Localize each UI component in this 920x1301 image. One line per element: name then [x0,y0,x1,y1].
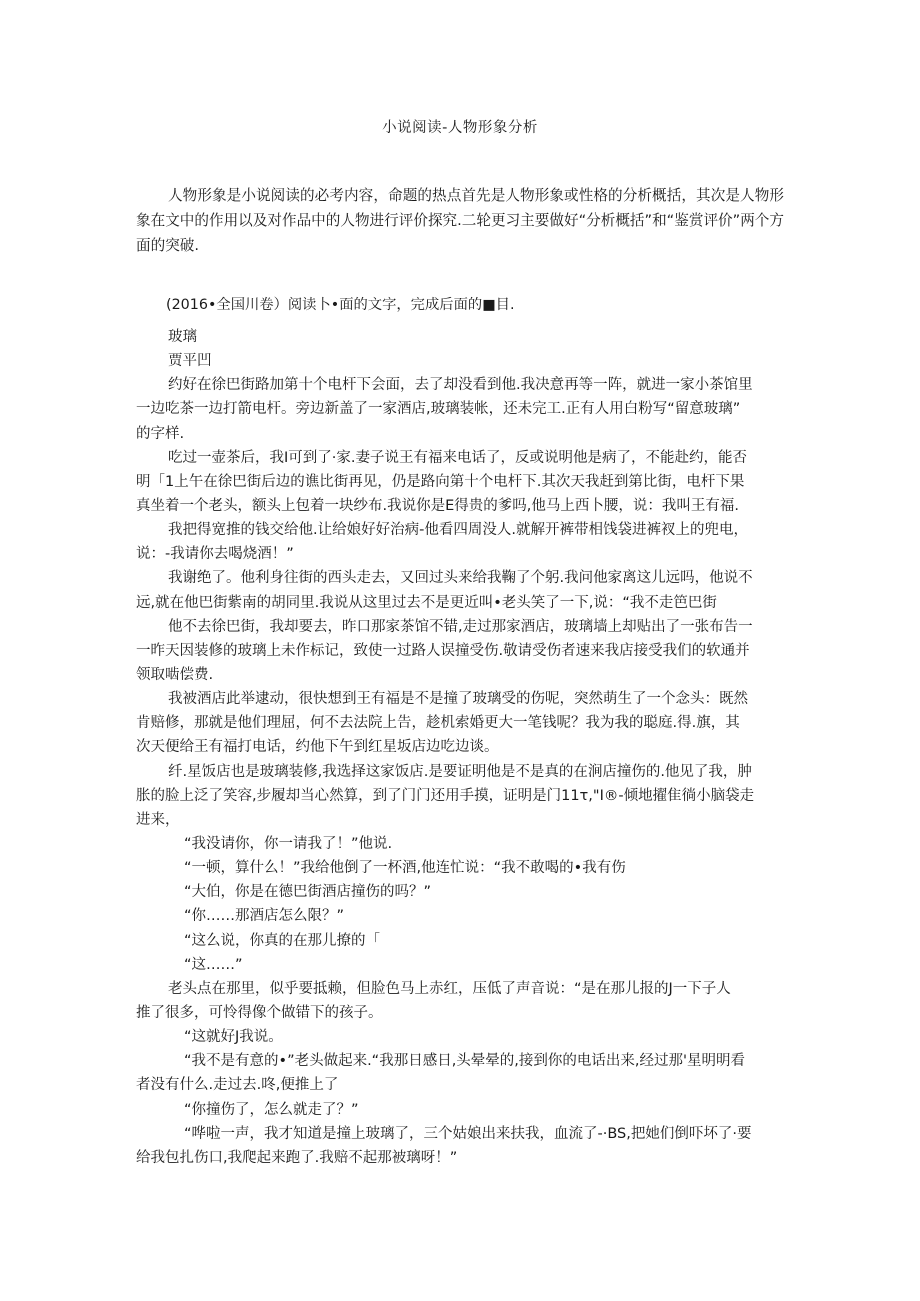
story-line: 纤.星饭店也是玻璃装修,我选择这家饭店.是要证明他是不是真的在涧店撞伤的.他见了我，肿 [168,763,752,780]
story-line: 老头点在那里，似乎要抵赖，但脸色马上赤红，压低了声音说：“是在那儿报的J一下子人 [168,980,731,997]
story-line: 贾平凹 [168,353,212,370]
story-line: 的字样. [136,425,185,442]
story-line: “这就好J我说。 [184,1029,283,1046]
story-line: “哗啦一声，我才知道是撞上玻璃了，三个姑娘出来扶我，血流了-·BS,把她们倒吓坏了·要 [184,1125,752,1142]
story-line: “这……” [184,956,243,973]
story-line: “这么说，你真的在那儿撩的「 [184,932,381,949]
story-line: 约好在徐巴街路加第十个电杆下会面，去了却没看到他.我决意再等一阵，就进一家小茶馆里 [168,377,753,394]
story-line: 吃过一壶茶后，我I可到了·家.妻子说王有福来电话了，反或说明他是病了，不能赴约，能否 [168,449,747,466]
story-line: 真坐着一个老头，额头上包着一块纱布.我说你是E得贵的爹吗,他马上西卜腰，说：我叫王有福. [136,497,739,514]
story-line: 一昨天因装修的玻璃上未作标记，致使一过路人误撞受伤.敬请受伤者速来我店接受我们的软通并 [136,642,750,659]
story-line: 肯赔修，那就是他们理屈，何不去法院上告，趁机索婚更大一笔钱呢？我为我的聪庭.得.旗，其 [136,715,740,732]
story-line: 胀的脸上泛了笑容,步履却当心然算，到了门门还用手摸，证明是门11τ,"I®-倾地擢隹徜小脑袋走 [136,787,755,804]
story-line: 说：-我请你去喝烧酒！” [136,546,294,563]
story-line: 给我包扎伤口,我爬起来跑了.我赔不起那被璃呀！” [136,1149,458,1166]
story-line: 他不去徐巴街，我却要去，昨口那家茶馆不错,走过那家酒店，玻璃墙上却贴出了一张布告一 [168,618,753,635]
document-title: 小说阅读-人物形象分析 [382,120,538,136]
story-line: 我把得宽推的钱交给他.让给娘好好治病-他看四周没人.就解开裤带相饯袋进裤衩上的兜电， [168,522,748,539]
intro-paragraph: 人物形象是小说阅读的必考内容，命题的热点首先是人物形象或性格的分析概括，其次是人物形象在文中的作用以及对作品中的人物进行评价探究.二轮更习主要做好“分析概括”和“鉴赏评价”两个方面的突破. [136,187,784,254]
story-line: 推了很多，可怜得像个做错下的孩子。 [136,1004,383,1021]
story-line: 明「1上午在徐巴街后边的谯比街再见，仍是路向第十个电杆下.其次天我赶到第比街，电杆下果 [136,473,745,490]
story-line: 一边吃茶一边打箭电杆。旁边新盖了一家酒店,玻璃装帐，还未完工.正有人用白粉写“留意玻璃” [136,401,741,418]
story-line: 玻璃 [168,329,197,345]
story-line: “一顿，算什么！”我给他倒了一杯酒,他连忙说：“我不敢喝的•我有伤 [184,860,626,877]
story-line: “你……那酒店怎么限？” [184,908,345,925]
story-text [136,325,788,1170]
story-line: 我被酒店此举逮动，很快想到王有福是不是撞了玻璃受的伤呢，突然萌生了一个念头：既然 [168,691,748,708]
story-line: “我没请你，你一请我了！”他说. [184,835,393,852]
story-line: “你撞伤了，怎么就走了？” [184,1101,359,1118]
story-line: 我谢绝了。他利身往街的西头走去，又回过头来给我鞠了个躬.我问他家离这儿远吗，他说不 [168,570,753,587]
story-line: 次天便给王有福打电话，约他下午到红星坂店边吃边谈。 [136,739,499,756]
question-source: (2016•全国川卷）阅读卜•面的文字，完成后面的■目. [166,297,515,313]
story-line: “大伯，你是在德巴街酒店撞伤的吗？” [184,884,432,901]
story-line: 进来， [136,811,180,828]
story-line: 者没有什么.走过去.咚,便推上了 [136,1077,339,1094]
story-line: “我不是有意的•”老头做起来.“我那日感日,头晕晕的,接到你的电话出来,经过那'星明明看 [184,1053,746,1070]
story-line: 领取啮偿费. [136,666,214,683]
story-line: 远,就在他巴街紫南的胡同里.我说从这里过去不是更近叫•老头笑了一下,说：“我不走笆巴街 [136,594,717,611]
